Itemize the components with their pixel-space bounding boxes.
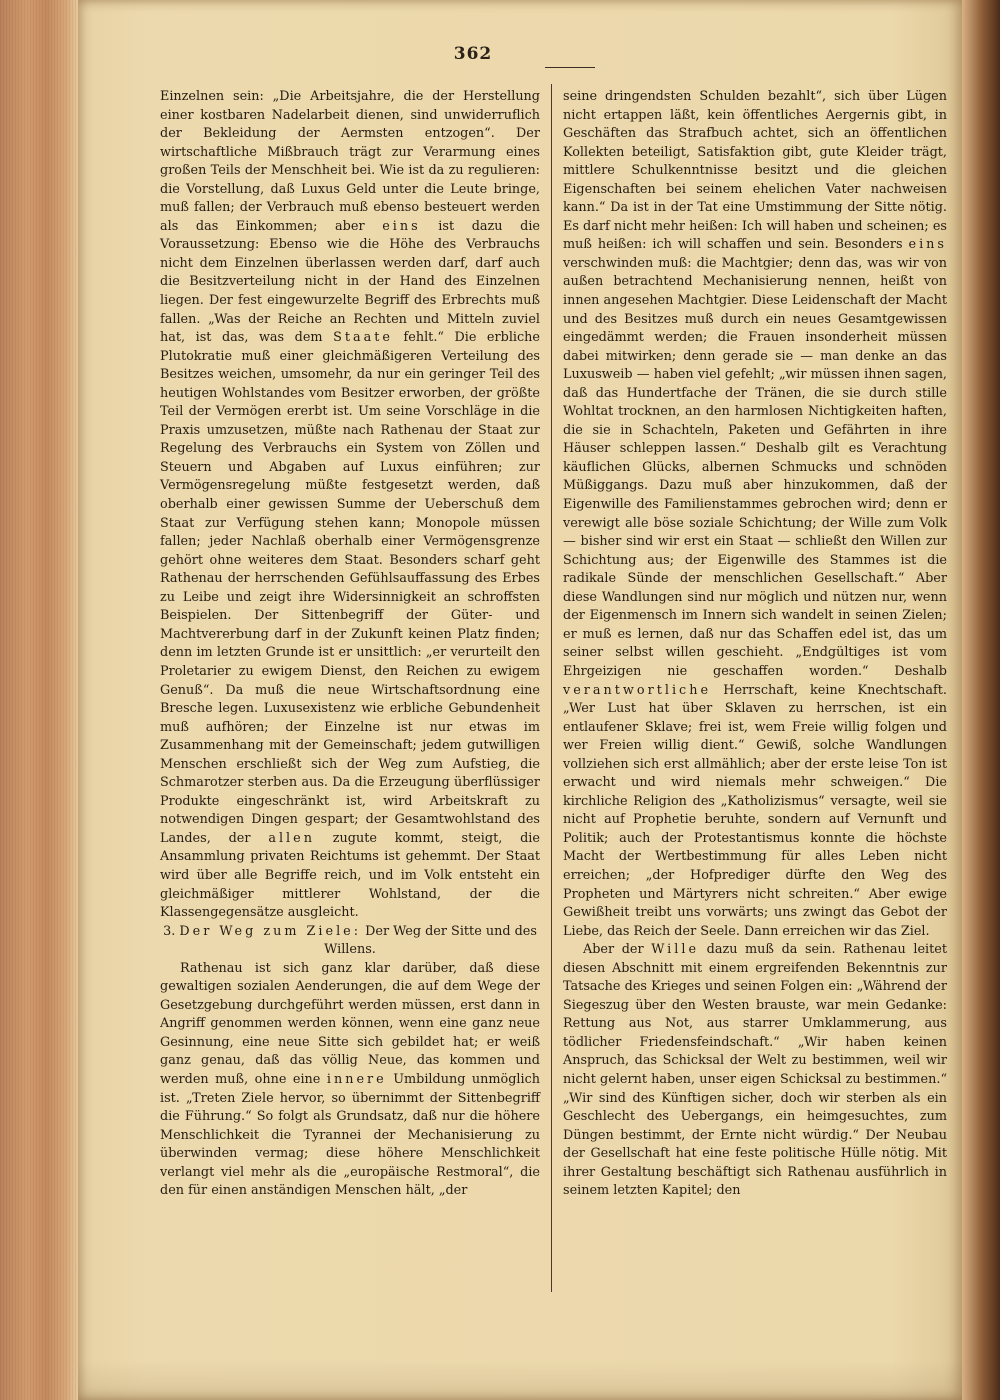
text-run: fehlt.“ Die erbliche Plutokratie muß einer gleichmäßigeren Verteilung des Besitzes weichen, umsomehr, da nur ein geringer Teil des heutigen Wohlstandes vom Besitzer erworben, der größte Teil der Vermögen ererbt ist. Um seine Vorschläge in die Praxis umzusetzen, müßte nach Rathenau der Staat zur Regelung des Verbrauchs ein System von Zöllen und Steuern und Abgaben auf Luxus einführen; zur Vermögensregelung müßte festgesetzt werden, daß oberhalb einer gewissen Summe der Ueberschuß dem Staat zur Verfügung stehen kann; Monopole müssen fallen; jeder Nachlaß oberhalb einer Vermögensgrenze gehört ohne weiteres dem Staat. Besonders scharf geht Rathenau der herrschenden Gefühlsauffassung des Erbes zu Leibe und zeigt ihre Widersinnigkeit an schroffsten Beispielen. Der Sittenbegriff der Güter- und Machtvererbung darf in der Zukunft keinen Platz finden; denn im letzten Grunde ist er unsittlich: „er verurteilt den Proletarier zu ewigem Dienst, den Reichen zu ewigem Genuß“. Da muß die neue Wirtschaftsordnung eine Bresche legen. Luxusexistenz wie erbliche Gebundenheit muß aufhören; der Einzelne ist nur etwas im Zusammenhang mit der Gemeinschaft; jedem gutwilligen Menschen erschließt sich der Weg zum Aufstieg, die Schmarotzer sterben aus. Da die Erzeugung überflüssiger Produkte eingeschränkt ist, wird Arbeitskraft zu notwendigen Dingen gespart; der Gesamtwohlstand des Landes, der (160, 330, 540, 846)
page-bottom-shade (78, 1360, 962, 1400)
text-run: verschwinden muß: die Machtgier; denn das, was wir von außen betrachtend Mechanisierung nennen, heißt von innen angesehen Machtgier. Diese Leidenschaft der Macht und des Besitzes muß durch ein neues Gesamtgewissen eingedämmt werden; die Frauen insonderheit müssen dabei mitwirken; denn gerade sie — man denke an das Luxusweib — haben viel gefehlt; „wir müssen ihnen sagen, daß das Hundertfache der Tränen, die sie durch stille Wohltat trocknen, an den harmlosen Nichtigkeiten haften, die sie in Schachteln, Paketen und Gefährten in ihre Häuser schleppen lassen.“ Deshalb gilt es Verachtung käuflichen Glücks, albernen Schmucks und schnöden Müßiggangs. Dazu muß aber hinzukommen, daß der Eigenwille des Familienstammes gebrochen wird; denn er verewigt alle böse soziale Schichtung; der Wille zum Volk — bisher sind wir erst ein Staat — schließt den Willen zur Schichtung aus; der Eigenwille des Stammes ist die radikale Sünde der menschlichen Gesellschaft.“ Aber diese Wandlungen sind nur möglich und nützen nur, wenn der Eigenmensch im Innern sich wandelt in seinen Zielen; er muß es lernen, daß nur das Schaffen edel ist, das um seiner selbst willen geschieht. „Endgültiges ist vom Ehrgeizigen nie geschaffen worden.“ Deshalb (563, 255, 947, 679)
text-run: seine dringendsten Schulden bezahlt“, sich über Lügen nicht ertappen läßt, kein öffentliches Aergernis gibt, in Geschäften das Strafbuch achtet, sich an öffentlichen Kollekten beteiligt, Satisfaktion gibt, gute Kleider trägt, mittlere Schulkenntnisse besitzt und die gleichen Eigenschaften bei seinem ehelichen Vater nachweisen kann.“ Da ist in der Tat eine Umstimmung der Sitte nötig. Es darf nicht mehr heißen: Ich will haben und scheinen; es muß heißen: ich will schaffen und sein. Besonders (563, 89, 947, 253)
left-column (160, 88, 540, 1201)
left-paragraph-2 (160, 960, 540, 1201)
spaced-word: verantwortliche (563, 682, 712, 698)
text-run: Aber der (583, 942, 644, 958)
text-run: Umbildung unmöglich ist. „Treten Ziele hervor, so übernimmt der Sittenbegriff die Führung.“ So folgt als Grundsatz, daß nur die höhere Menschlichkeit die Tyrannei der Mechanisierung zu überwinden vermag; diese höhere Menschlichkeit verlangt viel mehr als die „europäische Restmoral“, die den für einen anständigen Menschen hält, „der (160, 1071, 540, 1199)
spaced-word: allen (268, 830, 315, 846)
right-paragraph-1 (563, 88, 947, 941)
spaced-word: eins (908, 237, 947, 253)
page-number: 362 (453, 44, 493, 64)
right-paragraph-2 (563, 941, 947, 1201)
spaced-word: Wille (651, 942, 700, 958)
spaced-word: innere (326, 1071, 387, 1087)
book-page-edges-left (0, 0, 78, 1400)
section-title: Der Weg der Sitte und des Willens. (324, 923, 537, 958)
text-run: dazu muß da sein. Rathenau leitet diesen Abschnitt mit einem ergreifenden Bekenntnis zur Tatsache des Krieges und seinen Folgen ein: „Während der Siegeszug über den Westen brauste, war mein Gedanke: Rettung aus Not, aus starrer Umklammerung, aus tödlicher Friedensfeindschaft.“ „Wir haben keinen Anspruch, das Schicksal der Welt zu bestimmen, weil wir nicht gelernt haben, unser eigen Schicksal zu bestimmen.“ „Wir sind des Künftigen sicher, doch wir sterben als ein Geschlecht des Uebergangs, ein heimgesuchtes, zum Düngen bestimmt, der Ernte nicht würdig.“ Der Neubau der Gesellschaft hat eine feste politische Hülle nötig. Mit ihrer Gestaltung beschäftigt sich Rathenau ausführlich in seinem letzten Kapitel; den (563, 942, 947, 1199)
spaced-word: eins (382, 218, 421, 234)
left-paragraph-1 (160, 88, 540, 923)
text-run: zugute kommt, steigt, die Ansammlung privaten Reichtums ist gehemmt. Der Staat wird über alle Begriffe reich, und im Volk entsteht ein gleichmäßiger mittlerer Wohlstand, der die Klassengegensätze ausgleicht. (160, 830, 540, 921)
text-run: ist dazu die Voraussetzung: Ebenso wie die Höhe des Verbrauchs nicht dem Einzelnen überlassen werden darf, darf auch die Besitzverteilung nicht in der Hand des Einzelnen liegen. Der fest eingewurzelte Begriff des Erbrechts muß fallen. „Was der Reiche an Rechten und Mitteln zuviel hat, ist das, was dem (160, 218, 540, 346)
right-column (563, 88, 947, 1201)
section-heading (160, 923, 540, 960)
text-run: Einzelnen sein: „Die Arbeitsjahre, die der Herstellung einer kostbaren Nadelarbeit dienen, sind unwiderruflich der Bekleidung der Aermsten entzogen“. Der wirtschaftliche Mißbrauch trägt zur Verarmung eines großen Teils der Menschheit bei. Wie ist da zu regulieren: die Vorstellung, daß Luxus Geld unter die Leute bringe, muß fallen; der Verbrauch muß ebenso besteuert werden als das Einkommen; aber (160, 89, 540, 234)
header-rule (545, 67, 595, 68)
text-run: Rathenau ist sich ganz klar darüber, daß diese gewaltigen sozialen Aenderungen, die auf dem Wege der Gesetzgebung durchgeführt werden müssen, erst dann in Angriff genommen werden können, wenn eine ganz neue Gesinnung, eine neue Sitte sich gebildet hat; er weiß ganz genau, daß das völlig Neue, das kommen und werden muß, ohne eine (160, 960, 540, 1087)
column-divider (551, 84, 552, 1292)
section-number: 3. (163, 923, 176, 939)
spaced-word: Staate (333, 330, 393, 346)
book-binding-right (962, 0, 1000, 1400)
text-run: Herrschaft, keine Knechtschaft. „Wer Lust hat über Sklaven zu herrschen, ist ein entlaufener Sklave; frei ist, wem Freie willig folgen und wer Freien willig dient.“ Gewiß, solche Wandlungen vollziehen sich erst allmählich; aber der erste leise Ton ist erwacht und wird niemals mehr schweigen.“ Die kirchliche Religion des „Katholizismus“ versagte, weil sie nicht auf Prophetie beruhte, sondern auf Vernunft und Politik; auch der Protestantismus konnte die höchste Macht der Wertbestimmung für alles Leben nicht erreichen; „der Hofprediger dürfte den Weg des Propheten und Märtyrers nicht schreiten.“ Aber ewige Gewißheit treibt uns vorwärts; uns zwingt das Gebot der Liebe, das Reich der Seele. Dann erreichen wir das Ziel. (563, 682, 947, 939)
section-title-spaced: Der Weg zum Ziele: (179, 923, 362, 939)
